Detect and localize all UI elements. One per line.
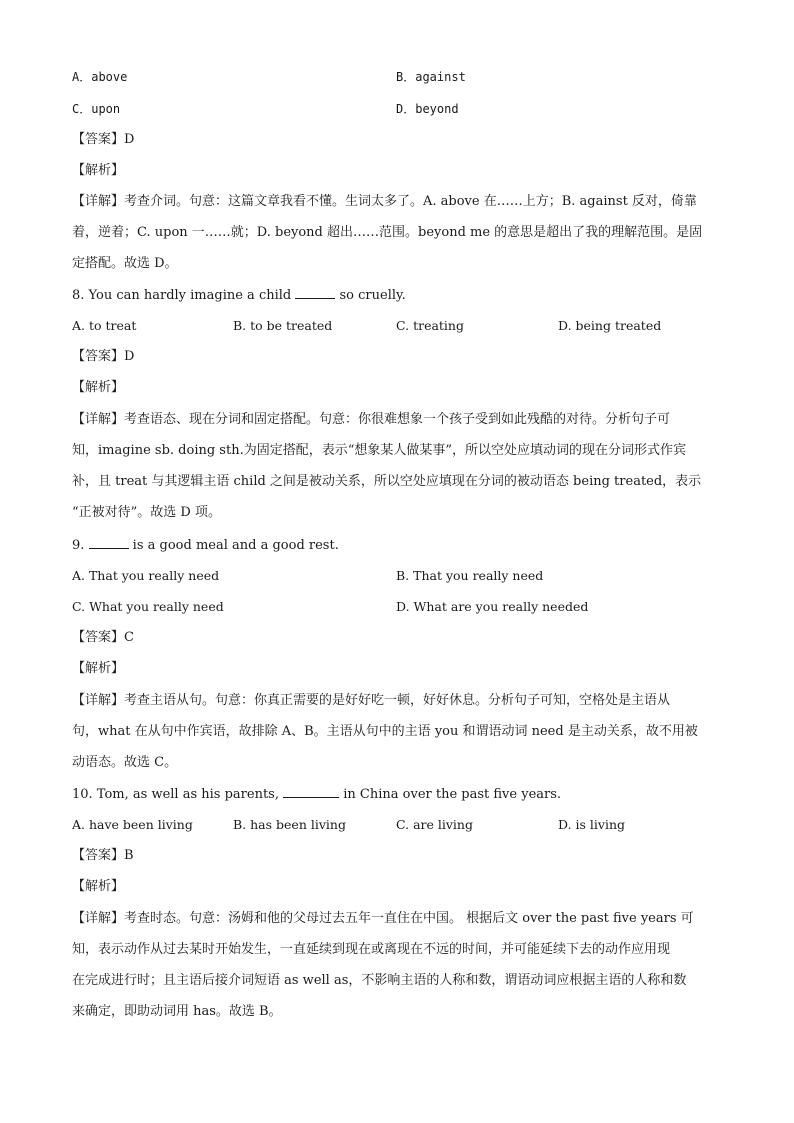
q8-detail-line: “正被对待”。故选 D 项。 [72,505,221,520]
q7-detail-line: 着，逆着；C. upon 一……就；D. beyond 超出……范围。beyond me 的意思是超出了我的理解范围。是固 [72,225,703,240]
q7-analysis-label: 【解析】 [72,163,125,178]
q10-stem-after: in China over the past five years. [339,787,562,802]
q8-detail-line: 【详解】考查语态、现在分词和固定搭配。句意：你很难想象一个孩子受到如此残酷的对待。分析句子可 [72,412,671,427]
q10-detail-line: 在完成进行时；且主语后接介词短语 as well as，不影响主语的人称和数，谓语动词应根据主语的人称和数 [72,973,687,988]
q10-detail-line: 知，表示动作从过去某时开始发生，一直延续到现在或离现在不远的时间，并可能延续下去的动作应用现 [72,942,671,957]
q9-stem-after: is a good meal and a good rest. [128,538,339,553]
q10-option-a: A. have been living [72,817,193,832]
q7-option-a: A．above [72,70,128,84]
q10-answer: 【答案】B [72,848,134,863]
q7-answer: 【答案】D [72,132,135,147]
q8-blank [295,285,335,299]
q10-stem [72,784,561,805]
q7-detail-line: 定搭配。故选 D。 [72,256,178,271]
q9-analysis-label: 【解析】 [72,661,125,676]
q9-detail-line: 动语态。故选 C。 [72,755,178,770]
q8-analysis-label: 【解析】 [72,380,125,395]
q9-stem-before: 9. [72,538,89,553]
q7-option-c: C．upon [72,102,121,116]
q8-stem-before: 8. You can hardly imagine a child [72,288,296,303]
q9-blank [89,535,129,549]
q8-stem-after: so cruelly. [335,288,406,303]
q9-option-a: A. That you really need [72,568,220,583]
q8-stem [72,285,406,306]
q9-detail-line: 【详解】考查主语从句。句意：你真正需要的是好好吃一顿，好好休息。分析句子可知，空格处是主语从 [72,693,671,708]
q9-answer: 【答案】C [72,630,134,645]
q9-option-b: B. That you really need [396,568,544,583]
q8-detail-line: 补，且 treat 与其逻辑主语 child 之间是被动关系，所以空处应填现在分词的被动语态 being treated，表示 [72,474,702,489]
q10-detail-line: 【详解】考查时态。句意：汤姆和他的父母过去五年一直住在中国。 根据后文 over the past five years 可 [72,911,694,926]
q7-detail-line: 【详解】考查介词。句意：这篇文章我看不懂。生词太多了。A. above 在……上方；B. against 反对，倚靠 [72,194,697,209]
q10-option-c: C. are living [396,817,473,832]
q10-analysis-label: 【解析】 [72,879,125,894]
q9-option-d: D. What are you really needed [396,599,589,614]
q7-option-b: B．against [396,70,466,84]
q10-blank [283,784,339,798]
q7-option-d: D．beyond [396,102,459,116]
q9-detail-line: 句，what 在从句中作宾语，故排除 A、B。主语从句中的主语 you 和谓语动词 need 是主动关系，故不用被 [72,724,698,739]
q8-option-d: D. being treated [558,318,662,333]
q8-option-b: B. to be treated [233,318,333,333]
q8-option-c: C. treating [396,318,464,333]
q8-option-a: A. to treat [72,318,137,333]
q10-option-b: B. has been living [233,817,346,832]
q10-stem-before: 10. Tom, as well as his parents, [72,787,284,802]
q10-option-d: D. is living [558,817,626,832]
q8-answer: 【答案】D [72,349,135,364]
q9-stem [72,535,339,556]
q8-detail-line: 知，imagine sb. doing sth.为固定搭配，表示“想象某人做某事”，所以空处应填动词的现在分词形式作宾 [72,443,686,458]
q10-detail-line: 来确定，即助动词用 has。故选 B。 [72,1004,282,1019]
q9-option-c: C. What you really need [72,599,224,614]
